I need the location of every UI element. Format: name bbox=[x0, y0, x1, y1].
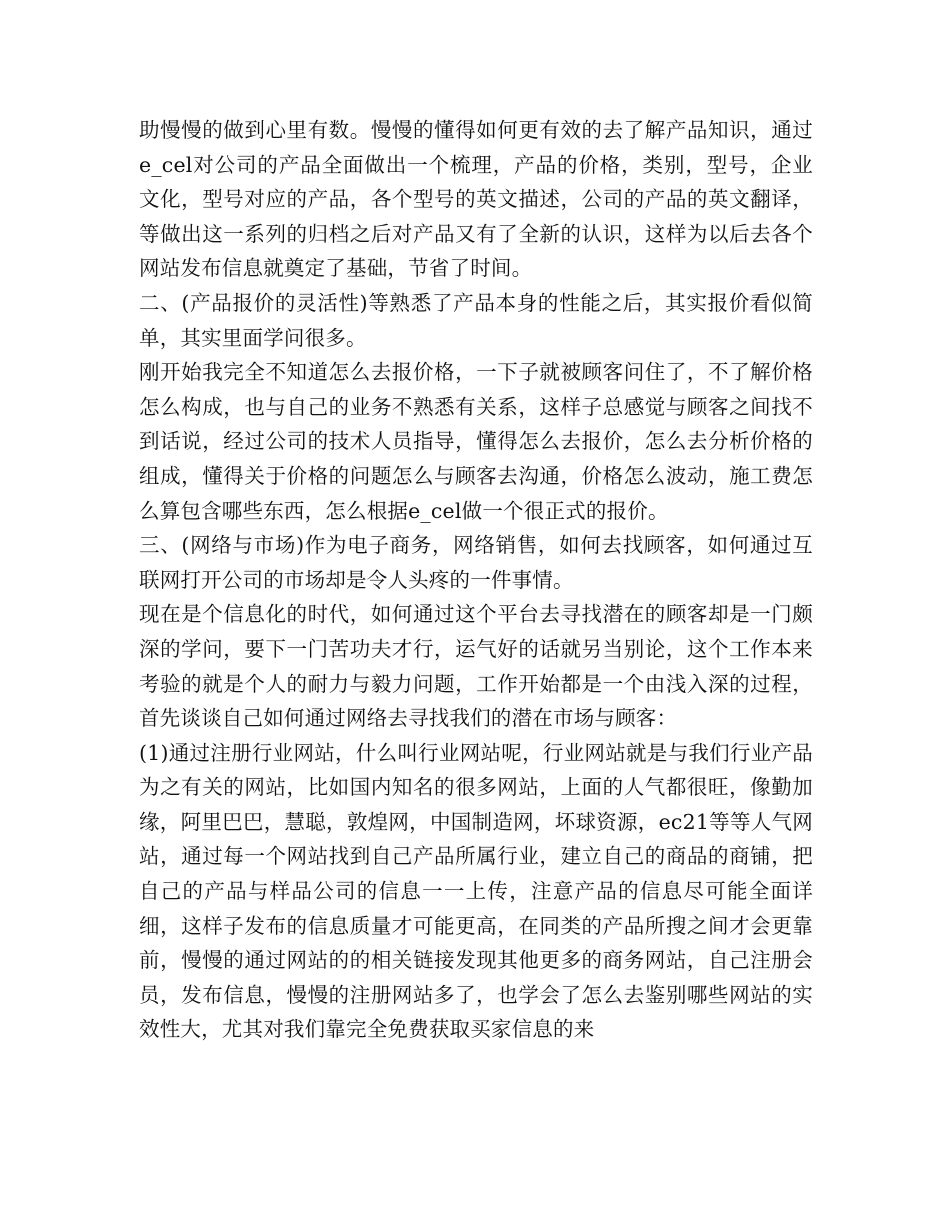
paragraph-pricing-detail: 刚开始我完全不知道怎么去报价格，一下子就被顾客问住了，不了解价格怎么构成，也与自己的业务不熟悉有关系，这样子总感觉与顾客之间找不到话说，经过公司的技术人员指导，懂得怎么去报价，怎么去分析价格的组成，懂得关于价格的问题怎么与顾客去沟通，价格怎么波动，施工费怎么算包含哪些东西，怎么根据e_cel做一个很正式的报价。 bbox=[139, 360, 813, 523]
document-body bbox=[139, 113, 813, 1047]
paragraph-market-heading: 三、(网络与市场)作为电子商务，网络销售，如何去找顾客，如何通过互联网打开公司的市场却是令人头疼的一件事情。 bbox=[139, 533, 813, 592]
paragraph-pricing-heading: 二、(产品报价的灵活性)等熟悉了产品本身的性能之后，其实报价看似简单，其实里面学问很多。 bbox=[139, 290, 813, 350]
paragraph-product-knowledge: 助慢慢的做到心里有数。慢慢的懂得如何更有效的去了解产品知识，通过e_cel对公司的产品全面做出一个梳理，产品的价格，类别，型号，企业文化，型号对应的产品，各个型号的英文描述，公司的产品的英文翻译，等做出这一系列的归档之后对产品又有了全新的认识，这样为以后去各个网站发布信息就奠定了基础，节省了时间。 bbox=[139, 118, 813, 281]
paragraph-market-intro: 现在是个信息化的时代，如何通过这个平台去寻找潜在的顾客却是一门颇深的学问，要下一门苦功夫才行，运气好的话就另当别论，这个工作本来考验的就是个人的耐力与毅力问题，工作开始都是一个由浅入深的过程，首先谈谈自己如何通过网络去寻找我们的潜在市场与顾客： bbox=[139, 602, 813, 731]
paragraph-industry-websites: (1)通过注册行业网站，什么叫行业网站呢，行业网站就是与我们行业产品为之有关的网站，比如国内知名的很多网站，上面的人气都很旺，像勤加缘，阿里巴巴，慧聪，敦煌网，中国制造网，坏球资源，ec21等等人气网站，通过每一个网站找到自己产品所属行业，建立自己的商品的商铺，把自己的产品与样品公司的信息一一上传，注意产品的信息尽可能全面详细，这样子发布的信息质量才可能更高，在同类的产品所搜之间才会更靠前，慢慢的通过网站的的相关链接发现其他更多的商务网站，自己注册会员，发布信息，慢慢的注册网站多了，也学会了怎么去鉴别哪些网站的实效性大，尤其对我们靠完全免费获取买家信息的来 bbox=[139, 740, 813, 1042]
